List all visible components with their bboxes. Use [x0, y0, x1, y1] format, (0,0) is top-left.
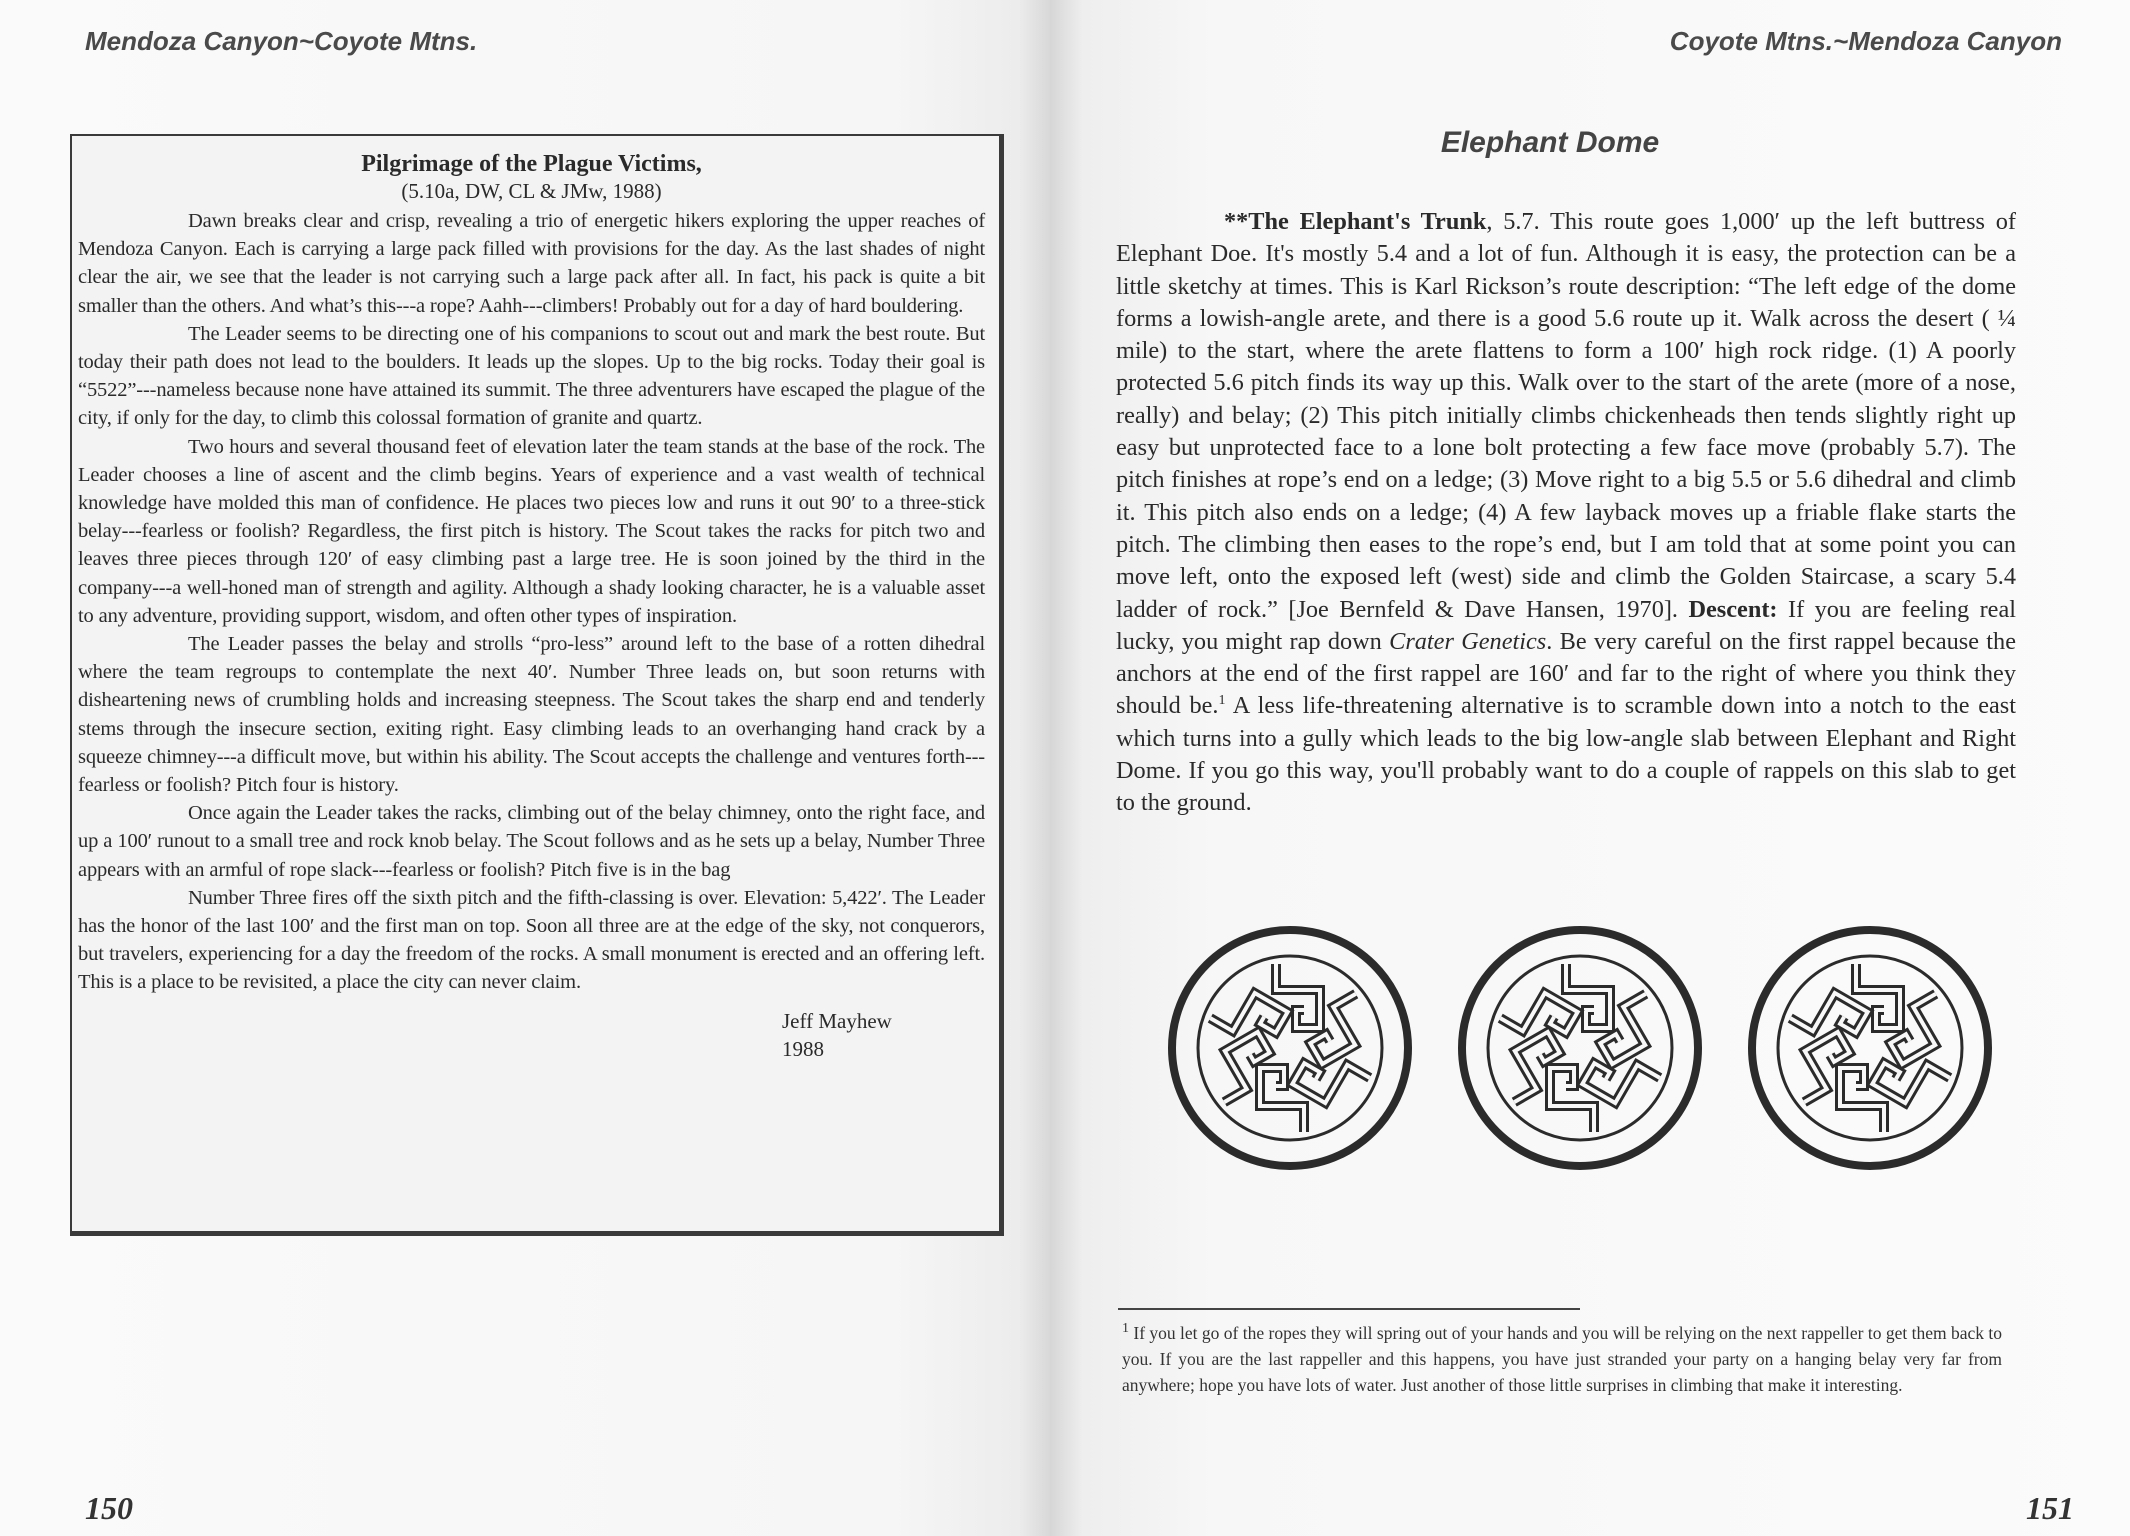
footnote-marker: 1 — [1218, 693, 1226, 709]
circular-meander-ornament-icon — [1450, 918, 1710, 1178]
story-box — [70, 134, 1004, 1236]
footnote — [1122, 1316, 2002, 1398]
circular-meander-ornament-icon — [1160, 918, 1420, 1178]
signature-name: Jeff Mayhew — [782, 1008, 892, 1033]
story-title: Pilgrimage of the Plague Victims, — [361, 151, 702, 177]
running-head-left: Mendoza Canyon~Coyote Mtns. — [85, 26, 478, 56]
story-subtitle: (5.10a, DW, CL & JMw, 1988) — [401, 179, 662, 203]
signature-year: 1988 — [782, 1036, 824, 1061]
body-text-part: . Be very careful on the first rappel because the anchors at the end of the first rappel are 160′ and far to the right of where you think they should be. — [1116, 627, 2016, 720]
story-paragraph: Number Three fires off the sixth pitch and the fifth-classing is over. Elevation: 5,422′. The Leader has the honor of the last 100′ and the first man on top. Soon all three are at the edge of the sky, not conquerors, but travelers, experiencing for a day the freedom of the rocks. A small monument is erected and an offering left. This is a place to be revisited, a place the city can never claim. — [78, 886, 985, 994]
route-description — [1116, 206, 2016, 820]
footnote-rule — [1118, 1308, 1580, 1310]
crater-genetics-reference: Crater Genetics — [1389, 627, 1547, 655]
body-text-part: , 5.7. This route goes 1,000′ up the left buttress of Elephant Doe. It's mostly 5.4 and a lot of fun. Although it is easy, the protection can be a little sketchy at times. This is Karl Rickson’s route description: “The left edge of the dome forms a lowish-angle arete, and there is a good 5.6 route up it. Walk across the desert ( ¼ mile) to the start, where the arete flattens to form a 100′ high rock ridge. (1) A poorly protected 5.6 pitch finds its way up this. Walk over to the start of the arete (more of a nose, really) and belay; (2) This pitch initially climbs chickenheads then tends slightly right up easy but unprotected face to a lone bolt protecting a few face move (probably 5.7). The pitch finishes at rope’s end on a ledge; (3) Move right to a big 5.5 or 5.6 dihedral and climb it. This pitch also ends on a ledge; (4) A few layback moves up a friable flake starts the pitch. The climbing then eases to the rope’s end, but I am told that at some point you can move left, onto the exposed left (west) side and climb the Golden Staircase, a scary 5.4 ladder of rock.” [Joe Bernfeld & Dave Hansen, 1970]. — [1116, 208, 2016, 623]
story-signature — [782, 1007, 985, 1063]
running-head-right: Coyote Mtns.~Mendoza Canyon — [1669, 26, 2062, 56]
right-page — [1050, 0, 2130, 1536]
page-number-right: 151 — [2026, 1490, 2074, 1526]
route-name: **The Elephant's Trunk — [1224, 208, 1487, 235]
story-paragraph: Dawn breaks clear and crisp, revealing a trio of energetic hikers exploring the upper reaches of Mendoza Canyon. Each is carrying a large pack filled with provisions for the day. As the last shades of night clear the air, we see that the leader is not carrying such a large pack after all. In fact, his pack is quite a bit smaller than the others. And what’s this---a rope? Aahh---climbers! Probably out for a day of hard bouldering. — [78, 210, 985, 317]
left-page — [0, 0, 1050, 1536]
ornament-row — [1160, 918, 2000, 1198]
footnote-number: 1 — [1122, 1321, 1129, 1336]
circular-meander-ornament-icon — [1740, 918, 2000, 1178]
body-text-part: If you are feeling real lucky, you might rap down — [1116, 595, 2016, 655]
body-text-part: A less life-threatening alternative is to scramble down into a notch to the east which turns into a gully which leads to the big low-angle slab between Elephant and Right Dome. If you go this way, you'll probably want to do a couple of rappels on this slab to get to the ground. — [1116, 692, 2016, 817]
footnote-text: If you let go of the ropes they will spring out of your hands and you will be relying on the next rappeller to get them back to you. If you are the last rappeller and this happens, you have just stranded your party on a hanging belay very far from anywhere; hope you have lots of water. Just another of those little surprises in climbing that make it interesting. — [1122, 1322, 2002, 1395]
story-paragraph: Two hours and several thousand feet of elevation later the team stands at the base of the rock. The Leader chooses a line of ascent and the climb begins. Years of experience and a vast wealth of technical knowledge have molded this man of confidence. He places two pieces low and runs it out 90′ to a three-stick belay---fearless or foolish? Regardless, the first pitch is history. The Scout takes the racks for pitch two and leaves three pieces through 120′ of easy climbing past a large tree. He is soon joined by the third in the company---a well-honed man of strength and agility. Although a shady looking character, he is a valuable asset to any adventure, providing support, wisdom, and often other types of inspiration. — [78, 435, 985, 627]
story-paragraph: The Leader passes the belay and strolls “pro-less” around left to the base of a rotten dihedral where the team regroups to contemplate the next 40′. Number Three leads on, but soon returns with disheartening news of crumbling holds and increasing steepness. The Scout takes the sharp end and tenderly stems through the insecure section, exiting right. Easy climbing leads to an overhanging hand crack by a squeeze chimney---a difficult move, but within his ability. The Scout accepts the challenge and ventures forth---fearless or foolish? Pitch four is history. — [78, 633, 985, 797]
descent-label: Descent: — [1688, 595, 1778, 623]
story-paragraph: Once again the Leader takes the racks, climbing out of the belay chimney, onto the right face, and up a 100′ runout to a small tree and rock knob belay. The Scout follows and as he sets up a belay, Number Three appears with an armful of rope slack---fearless or foolish? Pitch five is in the bag — [78, 802, 985, 881]
story-paragraph: The Leader seems to be directing one of his companions to scout out and mark the best route. But today their path does not lead to the boulders. It leads up the slopes. Up to the big rocks. Today their goal is “5522”---nameless because none have attained its summit. The three adventurers have escaped the plague of the city, if only for the day, to climb this colossal formation of granite and quartz. — [78, 322, 985, 430]
page-number-left: 150 — [85, 1490, 133, 1526]
section-title: Elephant Dome — [1440, 126, 1660, 159]
